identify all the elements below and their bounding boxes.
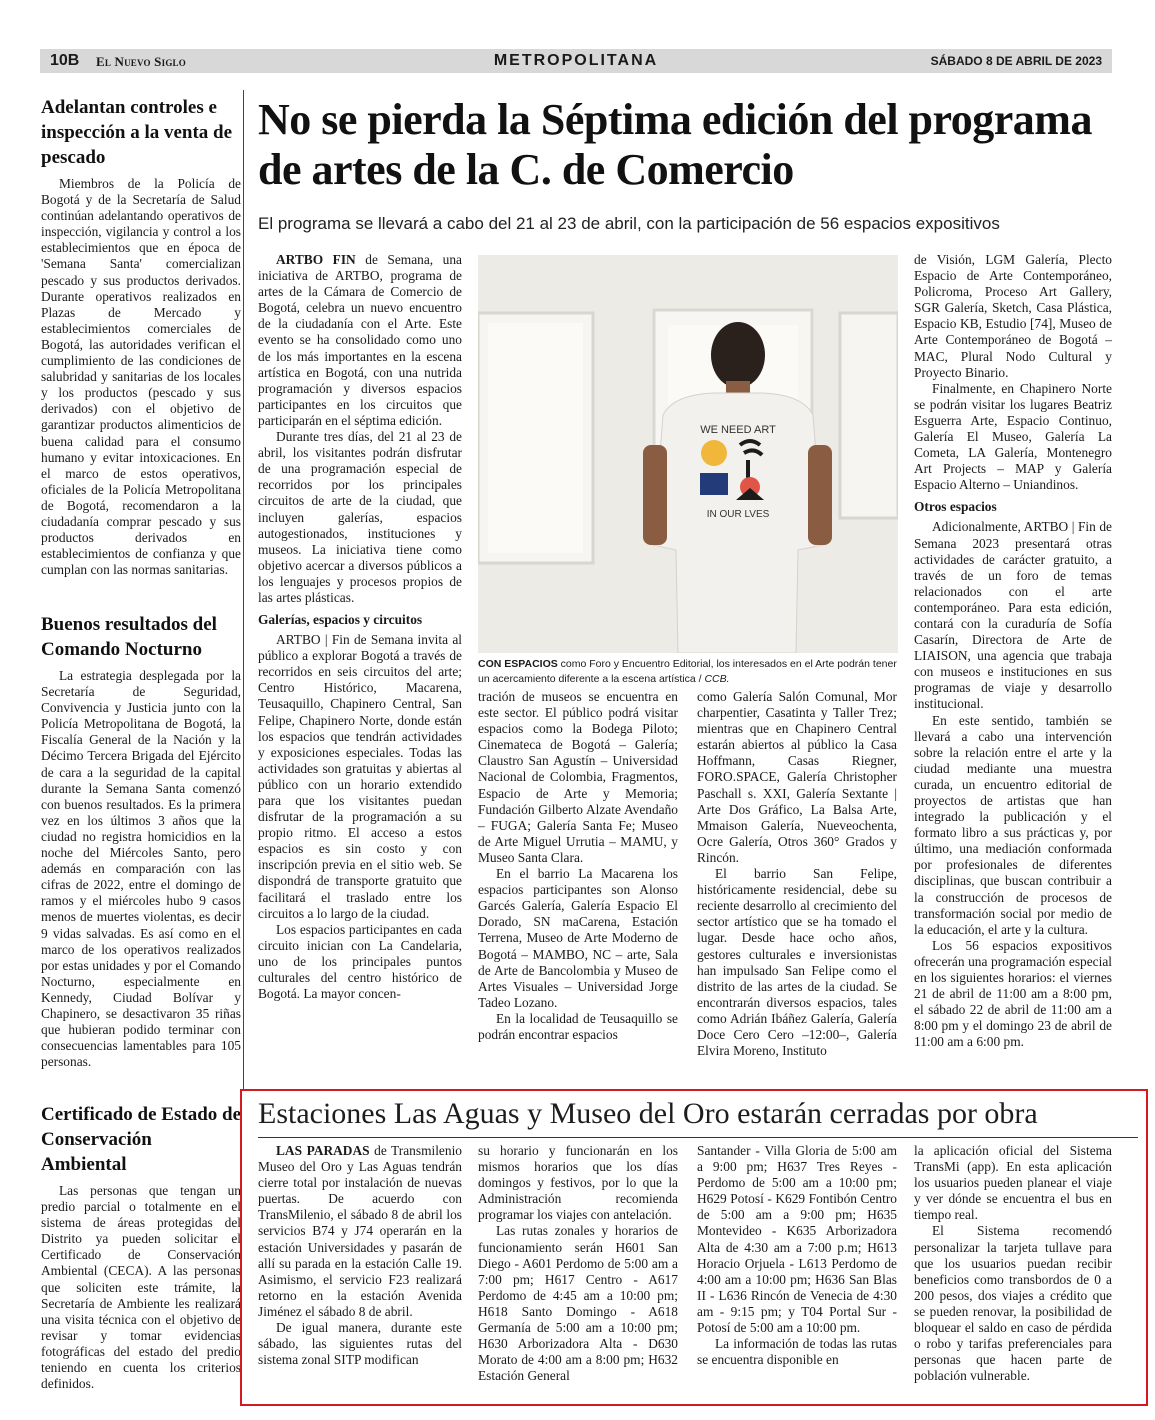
main-col2-p1: tración de museos se encuentra en este sector. El público podrá visitar espacios como la Bodega Piloto; Cinemateca de Bogotá – Galería; Claustro San Agustín – Universidad Nacional de Colombia, Fragmentos, Espacio de Arte y Memoria; Fundación Gilberto Alzate Avendaño – FUGA; Galería Santa Fe; Museo de Arte Miguel Urrutia – MAMU, y Museo Santa Clara. <box>478 689 678 865</box>
main-col2-p2: En el barrio La Macarena los espacios participantes son Alonso Garcés Galería, Galería Espacio El Dorado, SN maCarena, Estación Terrena, Museo de Arte Moderno de Bogotá – MAMBO, NC – arte, Sala de Arte de Bancolombia y Museo de Artes Visuales – Universidad Jorge Tadeo Lozano. <box>478 866 678 1010</box>
caption-lead: CON ESPACIOS <box>478 658 558 670</box>
box-col3-p1: Santander - Villa Gloria de 5:00 am a 9:00 pm; H637 Tres Reyes - Perdomo de 5:00 am a 10:00 pm; H629 Potosí - K629 Fontibón Centro de 5:00 am a 9:00 pm; H635 Montevideo - K635 Arborizadora Alta de 4:30 am a 7:00 p.m; H613 Horacio Orjuela - L613 Perdomo de 4:00 am a 10:00 pm; H636 San Blas II - L636 Rincón de Venecia de 4:30 am - 9:15 pm; y T04 Portal Sur - Potosí de 5:00 am a 10:00 pm. <box>697 1143 897 1336</box>
box-col-4 <box>914 1143 1112 1384</box>
main-col3-p2: El barrio San Felipe, históricamente residencial, debe su reciente desarrollo al crecimiento del sector artístico que se ha tomado el lugar. Desde hace ocho años, gestores culturales e inversionistas han impulsado San Felipe como el distrito de las artes de la ciudad. Se encontrarán diversos espacios, tales como Adrián Ibáñez Galería, Galería Doce Cero Cero –12:00–, Galería Elvira Moreno, Instituto <box>697 866 897 1059</box>
caption-credit: CCB. <box>704 673 730 685</box>
issue-date: SÁBADO 8 DE ABRIL DE 2023 <box>930 54 1102 68</box>
main-deck: El programa se llevará a cabo del 21 al 23 de abril, con la participación de 56 espacios expositivos <box>258 214 1000 233</box>
article-photo <box>478 255 898 653</box>
left-column-s1 <box>41 95 241 578</box>
brief-body-comando: La estrategia desplegada por la Secretaría de Seguridad, Convivencia y Justicia junto con la Policía Metropolitana de Bogotá, la Fiscalía General de la Nación y la Décimo Tercera Brigada del Ejército de cara a la seguridad de la capital durante la Semana Santa comenzó con buenos resultados. Es la primera vez en los últimos 3 años que la ciudad no registra homicidios en la noche del Miércoles Santo, pero además en comparación con las cifras de 2022, entre el domingo de ramos y el miércoles hubo 9 casos menos de muertes violentas, es decir 9 vidas salvadas. Es así como en el marco de los operativos realizados por estas unidades y por el Comando Nocturno, especialmente en Kennedy, Ciudad Bolívar y Chapinero, se desactivaron 35 riñas que hubieran podido terminar con consecuencias lamentables para 105 personas. <box>41 668 241 1070</box>
main-col1-p2: Durante tres días, del 21 al 23 de abril, los visitantes podrán disfrutar de una programación especial de recorridos por los principales circuitos de arte de la ciudad, que incluyen galerías, espacios autogestionados, instituciones y museos. La iniciativa tiene como objetivo acercar a diversos públicos a los lenguajes y procesos propios de las artes plásticas. <box>258 429 462 605</box>
box-title-rule <box>258 1137 1138 1138</box>
main-col1-p3: ARTBO | Fin de Semana invita al público a explorar Bogotá a través de recorridos en seis circuitos del arte; Centro Histórico, Macarena, Teusaquillo, Chapinero Central, San Felipe, Chapinero Norte, donde están los espacios que tendrán actividades y exposiciones especiales. Todas las actividades son gratuitas y abiertas al público con un horario extendido para que los visitantes puedan disfrutar de la programación a su propio ritmo. El acceso a estos espacios es sin costo y con inscripción previa en el sitio web. Se dispondrá de transporte gratuito que facilitará el traslado entre los circuitos a lo largo de la ciudad. <box>258 632 462 921</box>
brief-title-certificado: Certificado de Estado de Conservación Ambiental <box>41 1104 242 1175</box>
main-lead-bold: ARTBO FIN <box>276 252 356 267</box>
publication-name: El Nuevo Siglo <box>96 54 186 69</box>
brief-title-pescado: Adelantan controles e inspección a la venta de pescado <box>41 97 233 168</box>
main-col-3 <box>697 689 897 1059</box>
main-col3-p1: como Galería Salón Comunal, Mor charpentier, Casatinta y Taller Trez; mientras que en Chapinero Central estarán abiertos al público la Casa Hoffmann, Casas Riegner, FORO.SPACE, Galería Christopher Paschall s. XXI, Galería Sextante | Arte Dos Gráfico, La Balsa Arte, Mmaison Galería, Nueveochenta, Ocre Galería, Otros 360° Grados y Rincón. <box>697 689 897 865</box>
page-header <box>40 49 1112 73</box>
box-col-2 <box>478 1143 678 1384</box>
main-col4-p3: Adicionalmente, ARTBO | Fin de Semana 2023 presentará otras actividades de carácter gratuito, a través de un foro de temas relacionados con el arte contemporáneo. Para esta edición, contará con la curaduría de Sofía Casarín, Directora de Arte de LIAISON, una agencia que trabaja con museos e instituciones en sus programas de viaje y desarrollo institucional. <box>914 519 1112 712</box>
box-col4-p2: El Sistema recomendó personalizar la tarjeta tullave para que los usuarios puedan recibir beneficios como transbordos de 0 a 200 pesos, dos viajes a crédito que se pueden renovar, la posibilidad de bloquear el saldo en caso de pérdida o robo y tarifas preferenciales para personas que hacen parte de población vulnerable. <box>914 1223 1112 1384</box>
main-subhead-otros: Otros espacios <box>914 499 997 515</box>
main-col4-p1: de Visión, LGM Galería, Plecto Espacio de Arte Contemporáneo, Policroma, Proceso Art Gallery, SGR Galería, Sketch, Casa Plástica, Espacio KB, Estudio [74], Museo de Arte Contemporáneo de Bogotá – MAC, Plural Nodo Cultural y Proyecto Binario. <box>914 252 1112 380</box>
brief-body-certificado: Las personas que tengan un predio parcial o totalmente en el sistema de áreas protegidas del Distrito ya pueden solicitar el Certificado de Conservación Ambiental (CECA). A las personas que soliciten este trámite, la Secretaría de Ambiente les realizará una visita técnica con el objetivo de revisar y tomar evidencias fotográficas del estado del predio teniendo en cuenta los criterios definidos. <box>41 1183 241 1392</box>
main-subhead-galerias: Galerías, espacios y circuitos <box>258 612 423 628</box>
box-headline: Estaciones Las Aguas y Museo del Oro estarán cerradas por obra <box>258 1097 1038 1130</box>
main-col4-p5: Los 56 espacios expositivos ofrecerán una programación especial en los siguientes horarios: el viernes 21 de abril de 11:00 am a 8:00 pm, el sábado 22 de abril de 11:00 am a 8:00 pm y el domingo 23 de abril de 11:00 am a 6:00 pm. <box>914 937 1112 1050</box>
box-col-3 <box>697 1143 897 1368</box>
caption-text: como Foro y Encuentro Editorial, los interesados en el Arte podrán tener un acercamiento diferente a la escena artística / <box>478 658 897 685</box>
main-col-1 <box>258 252 462 1002</box>
main-headline: No se pierda la Séptima edición del programa de artes de la C. de Comercio <box>258 95 1092 194</box>
main-col1-p1-text: de Semana, una iniciativa de ARTBO, programa de artes de la Cámara de Comercio de Bogotá, celebra un nuevo encuentro de la ciudadanía con el Arte. Este evento se ha consolidado como uno de los más importantes en la escena artística en Bogotá, con una nutrida programación y diversos espacios participantes en los circuitos que participarán en el séptima edición. <box>258 252 462 428</box>
page-number: 10B <box>50 52 80 69</box>
box-lead-bold: LAS PARADAS <box>276 1143 370 1158</box>
main-col4-p2: Finalmente, en Chapinero Norte se podrán visitar los lugares Beatriz Esguerra Arte, Espacio Continuo, Galería El Museo, Galería La Cometa, LA Galería, Montenegro Art Projects – MAP y Galería Espacio Alterno – Uniandinos. <box>914 380 1112 493</box>
main-col4-p4: En este sentido, también se llevará a cabo una intervención sobre la relación entre el arte y la ciudad mediante una muestra curada, un encuentro editorial de proyectos de artistas que han integrado la publicación y el formato libro a sus prácticas y, por último, una mediación conformada por profesionales de diferentes disciplinas, que buscan contribuir a la construcción de procesos de transformación social por medio de la educación, el arte y la cultura. <box>914 712 1112 937</box>
column-divider <box>243 90 244 1090</box>
brief-body-pescado: Miembros de la Policía de Bogotá y de la Secretaría de Salud continúan adelantando operativos de inspección, vigilancia y control a los establecimientos que en época de 'Semana Santa' comercializan pescado y sus productos derivados. Durante operativos realizados en Plazas de Mercado y establecimientos comerciales de Bogotá, las autoridades verifican el cumplimiento de las condiciones de salubridad y sanitarias de los locales y los productos (pescado y sus derivados) con el objetivo de garantizar productos alimenticios de buena calidad para el consumo humano y evitar intoxicaciones. En el marco de estos operativos, oficiales de la Policía Metropolitana de Bogotá, recomendaron a la ciudadanía comprar pescado y sus productos derivados en establecimientos de confianza y que cumplan con las normas sanitarias. <box>41 176 241 578</box>
left-column-s3 <box>41 1102 241 1392</box>
box-col2-p2: Las rutas zonales y horarios de funcionamiento serán H601 San Diego - A601 Perdomo de 5:00 am a 7:00 pm; H617 Centro - A617 Perdomo de 4:45 am a 10:00 pm; H618 Santo Domingo - A618 Germanía de 5:00 am a 10:00 pm; H630 Arborizadora Alta - D630 Morato de 4:00 am a 8:00 pm; H632 Estación General <box>478 1223 678 1384</box>
section-name: METROPOLITANA <box>493 52 659 69</box>
main-col1-p1 <box>258 252 462 429</box>
box-col1-p1-text: de Transmilenio Museo del Oro y Las Aguas tendrán cierre total por instalación de nuevas puertas. De acuerdo con TransMilenio, el sábado 8 de abril los servicios B74 y J74 operarán en la estación Universidades y pasarán de allí su parada en la estación Calle 19. Asimismo, el servicio F23 realizará retorno en la estación Avenida Jiménez el sábado 8 de abril. <box>258 1143 462 1319</box>
photo-caption <box>478 657 898 687</box>
box-col4-p1: la aplicación oficial del Sistema TransMi (app). En esta aplicación los usuarios pueden planear el viaje y ver dónde se encuentra el bus en tiempo real. <box>914 1143 1112 1223</box>
brief-title-comando: Buenos resultados del Comando Nocturno <box>41 614 217 660</box>
shirt-text-bottom: IN OUR LVES <box>706 509 770 520</box>
box-col1-p1 <box>258 1143 462 1320</box>
box-col3-p2: La información de todas las rutas se encuentra disponible en <box>697 1336 897 1368</box>
box-col-1 <box>258 1143 462 1368</box>
shirt-text-top: WE NEED ART <box>700 424 776 436</box>
box-col2-p1: su horario y funcionarán en los mismos horarios que los días domingos y festivos, por lo que la Administración recomienda programar los viajes con antelación. <box>478 1143 678 1223</box>
main-col1-p4: Los espacios participantes en cada circuito inician con La Candelaria, uno de los principales puntos culturales del centro histórico de Bogotá. La mayor concen- <box>258 921 462 1002</box>
gallery-photo-illustration <box>478 255 898 653</box>
left-column-s2 <box>41 612 241 1070</box>
box-col1-p2: De igual manera, durante este sábado, las siguientes rutas del sistema zonal SITP modifican <box>258 1320 462 1368</box>
main-col-2 <box>478 689 678 1043</box>
main-col2-p3: En la localidad de Teusaquillo se podrán encontrar espacios <box>478 1010 678 1042</box>
main-col-4 <box>914 252 1112 1051</box>
